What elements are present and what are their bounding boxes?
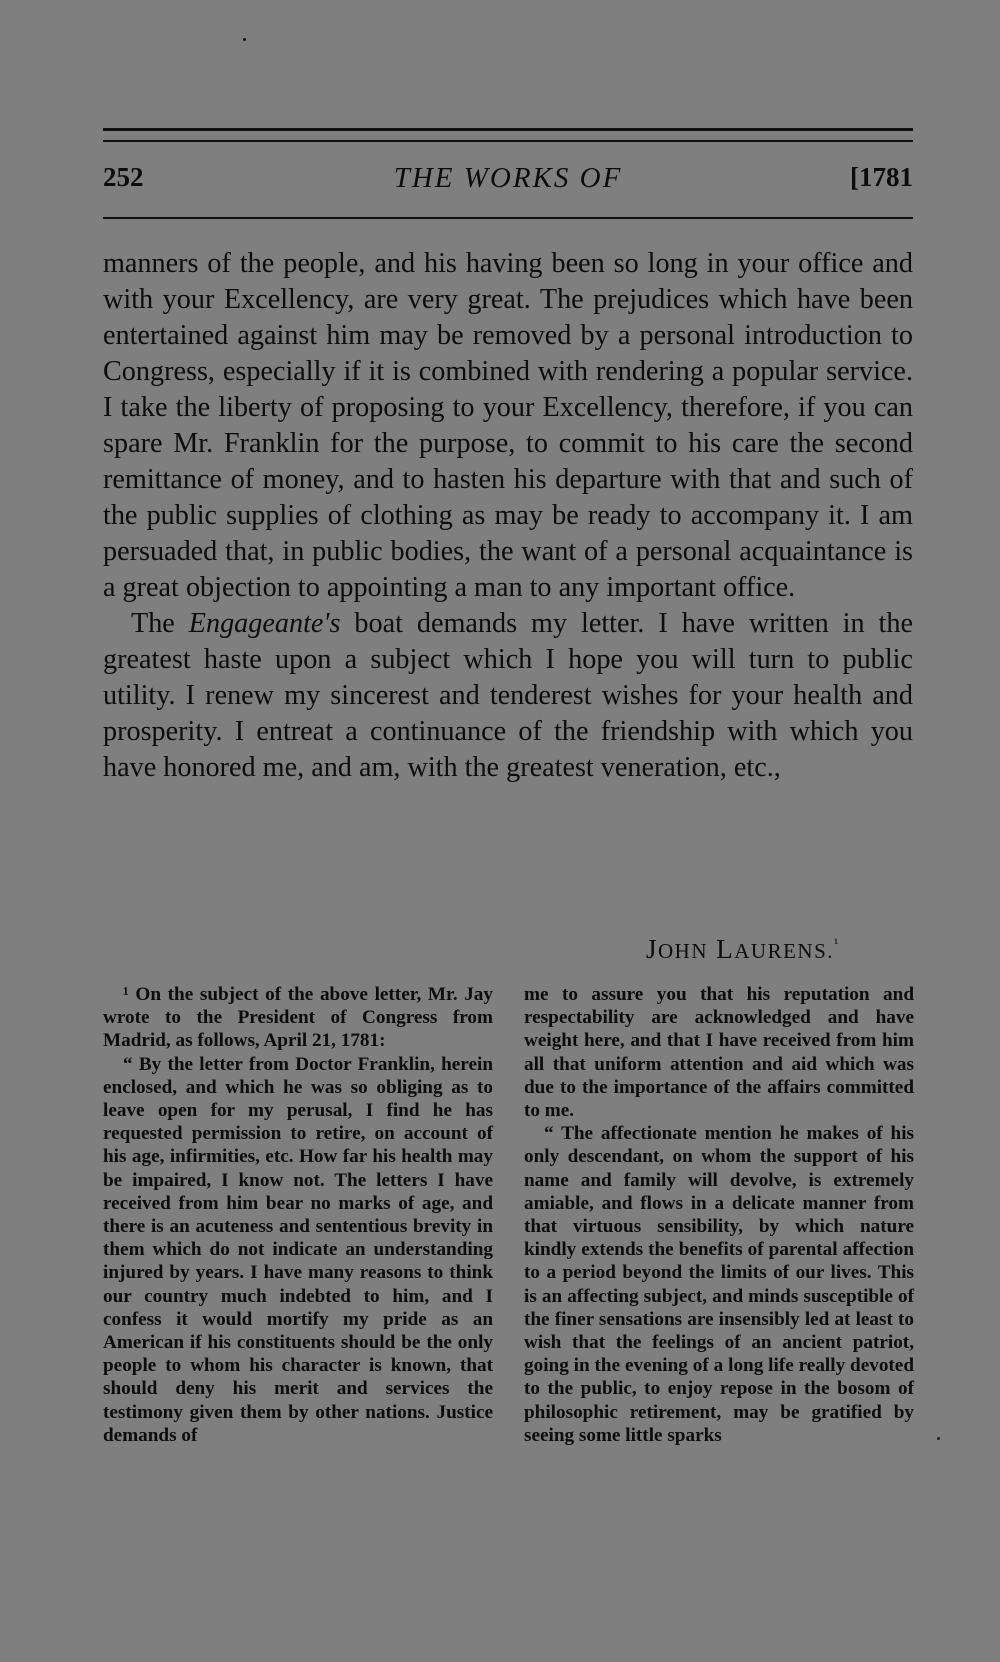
footnote-column-left [103,983,493,1447]
running-title: THE WORKS OF [393,162,623,194]
ship-name: Engageante's [188,608,341,639]
footnote-paragraph: “ By the letter from Doctor Franklin, herein enclosed, and which he was so obliging as to leave open for my perusal, I find he has requested permission to retire, on account of his age, infirmities, etc. How far his health may be impaired, I know not. The letters I have received from him bear no marks of age, and there is an acuteness and sententious brevity in them which do not indicate an understanding injured by years. I have many reasons to think our country much indebted to him, and I confess it would mortify my pride as an American if his constituents should be the only people to whom his character is known, that should deny his merit and services the testimony given them by other nations. Justice demands of [103,1053,493,1446]
page-number: 252 [103,162,144,192]
sig-initial: J [646,934,659,964]
signature [646,934,840,965]
footnote-mark: ¹ [834,937,840,952]
header-year: [1781 [850,162,913,192]
ink-speck [243,38,246,41]
paragraph: manners of the people, and his having been so long in your office and with your Excellency, are very great. The prejudices which have been entertained against him may be removed by a personal introduction to Congress, especially if it is combined with rendering a popular service. I take the liberty of proposing to your Excellency, therefore, if you can spare Mr. Franklin for the purpose, to commit to his care the second remittance of money, and to hasten his departure with that and such of the public supplies of clothing as may be ready to accompany it. I am persuaded that, in public bodies, the want of a personal acquaintance is a great objection to appointing a man to any important office. [103,248,913,603]
text-run: boat demands my letter. I have written in the greatest haste upon a subject which I hope you will turn to public utility. I renew my sincerest and tenderest wishes for your health and prosperity. I entreat a continuance of the friendship with which you have honored me, and am, with the greatest veneration, etc., [103,608,913,783]
top-rule [103,128,913,131]
header-rule [103,217,913,219]
main-text [103,246,913,786]
sig-initial: L [716,934,735,964]
footnote-paragraph: ¹ On the subject of the above letter, Mr. Jay wrote to the President of Congress from Madrid, as follows, April 21, 1781: [103,984,493,1052]
footnote-paragraph: “ The affectionate mention he makes of his only descendant, on whom the support of his name and family will devolve, is extremely amiable, and flows in a delicate manner from that virtuous sensibility, by which nature kindly extends the benefits of parental affection to a period beyond the limits of our lives. This is an affecting subject, and minds susceptible of the finer sensations are insensibly led at least to wish that the feelings of an ancient patriot, going in the evening of a long life really devoted to the public, to enjoy repose in the bosom of philosophic retirement, may be gratified by seeing some little sparks [524,1123,914,1446]
ink-speck [937,1437,940,1440]
running-header [103,162,913,198]
sig-smallcaps: OHN [658,939,709,963]
footnote-paragraph: me to assure you that his reputation and respectability are acknowledged and have weight here, and that I have received from him all that uniform attention and aid which was due to the importance of the affairs committed to me. [524,984,914,1122]
footnote-column-right [524,983,914,1447]
top-rule-thin [103,140,913,142]
sig-smallcaps: AURENS. [734,939,835,963]
text-run: The [131,608,189,639]
paragraph [103,606,913,786]
